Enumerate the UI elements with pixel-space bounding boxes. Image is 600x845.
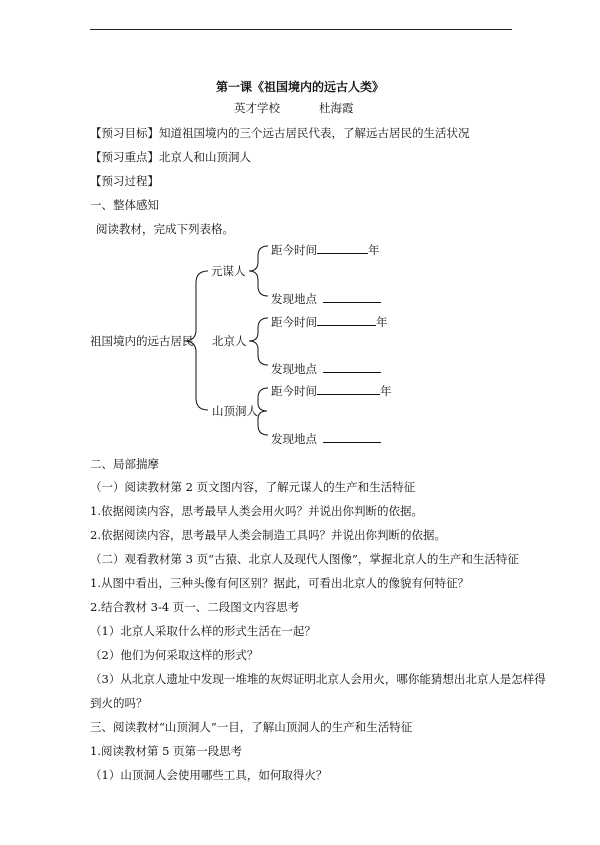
place-blank[interactable] bbox=[323, 290, 381, 303]
section2-q3: 1.从图中看出，三种头像有何区别？据此，可看出北京人的像貌有何特征？ bbox=[90, 576, 469, 590]
section3-heading: 三、阅读教材“山顶洞人”一目，了解山顶洞人的生产和生活特征 bbox=[90, 720, 413, 734]
section2-sub3-line1: （3）从北京人遗址中发现一堆堆的灰烬证明北京人会用火，哪你能猜想出北京人是怎样得 bbox=[90, 672, 546, 686]
place-label: 发现地点 bbox=[271, 432, 317, 446]
key-point-text: 北京人和山顶洞人 bbox=[159, 150, 251, 164]
place-row-yuanmou bbox=[271, 290, 381, 306]
key-point-label: 【预习重点】 bbox=[90, 150, 159, 164]
time-row-yuanmou bbox=[271, 241, 380, 257]
section2-heading: 二、局部揣摩 bbox=[90, 457, 159, 471]
section2-sub2: （2）他们为何采取这样的形式？ bbox=[90, 648, 259, 662]
author-name: 杜海霞 bbox=[319, 101, 354, 115]
place-row-shandingdong bbox=[271, 430, 381, 446]
place-label: 发现地点 bbox=[271, 362, 317, 376]
branch-name-beijing: 北京人 bbox=[212, 334, 247, 348]
goal-text: 知道祖国境内的三个远古居民代表，了解远古居民的生活状况 bbox=[159, 126, 470, 140]
section3-sub1: （1）山顶洞人会使用哪些工具，如何取得火？ bbox=[90, 768, 328, 782]
section2-sub1: （1）北京人采取什么样的形式生活在一起？ bbox=[90, 624, 316, 638]
section1-instruction: 阅读教材，完成下列表格。 bbox=[96, 222, 234, 236]
section2-part1: （一）阅读教材第 2 页文图内容，了解元谋人的生产和生活特征 bbox=[90, 480, 416, 494]
school-name: 英才学校 bbox=[234, 101, 280, 115]
time-blank[interactable] bbox=[317, 313, 376, 326]
time-unit: 年 bbox=[380, 384, 392, 398]
time-row-shandingdong bbox=[271, 382, 392, 398]
diagram-root: 祖国境内的远古居民 bbox=[90, 334, 194, 348]
brace-shandingdong bbox=[258, 388, 268, 435]
section1-heading: 一、整体感知 bbox=[90, 198, 159, 212]
place-row-beijing bbox=[271, 360, 381, 376]
time-label: 距今时间 bbox=[271, 315, 317, 329]
time-row-beijing bbox=[271, 313, 388, 329]
place-label: 发现地点 bbox=[271, 292, 317, 306]
section2-q2: 2.依据阅读内容，思考最早人类会制造工具吗？并说出你判断的依据。 bbox=[90, 528, 446, 542]
place-blank[interactable] bbox=[323, 360, 381, 373]
place-blank[interactable] bbox=[323, 430, 381, 443]
time-unit: 年 bbox=[376, 315, 388, 329]
section2-q1: 1.依据阅读内容，思考最早人类会用火吗？并说出你判断的依据。 bbox=[90, 504, 423, 518]
brace-beijing bbox=[249, 318, 268, 365]
time-blank[interactable] bbox=[317, 241, 368, 254]
branch-name-yuanmou: 元谋人 bbox=[211, 264, 246, 278]
section2-sub3-line2: 到火的吗？ bbox=[90, 696, 148, 710]
goal-label: 【预习目标】 bbox=[90, 126, 159, 140]
brace-yuanmou bbox=[249, 246, 268, 296]
section2-q4: 2.结合教材 3-4 页一、二段图文内容思考 bbox=[90, 600, 300, 614]
time-unit: 年 bbox=[368, 243, 380, 257]
time-label: 距今时间 bbox=[271, 243, 317, 257]
page-title: 第一课《祖国境内的远古人类》 bbox=[215, 80, 384, 94]
section3-q1: 1.阅读教材第 5 页第一段思考 bbox=[90, 744, 243, 758]
time-blank[interactable] bbox=[317, 382, 380, 395]
process-label: 【预习过程】 bbox=[90, 174, 159, 188]
time-label: 距今时间 bbox=[271, 384, 317, 398]
section2-part2: （二）观看教材第 3 页“古猿、北京人及现代人图像”，掌握北京人的生产和生活特征 bbox=[90, 552, 519, 566]
branch-name-shandingdong: 山顶洞人 bbox=[212, 404, 258, 418]
